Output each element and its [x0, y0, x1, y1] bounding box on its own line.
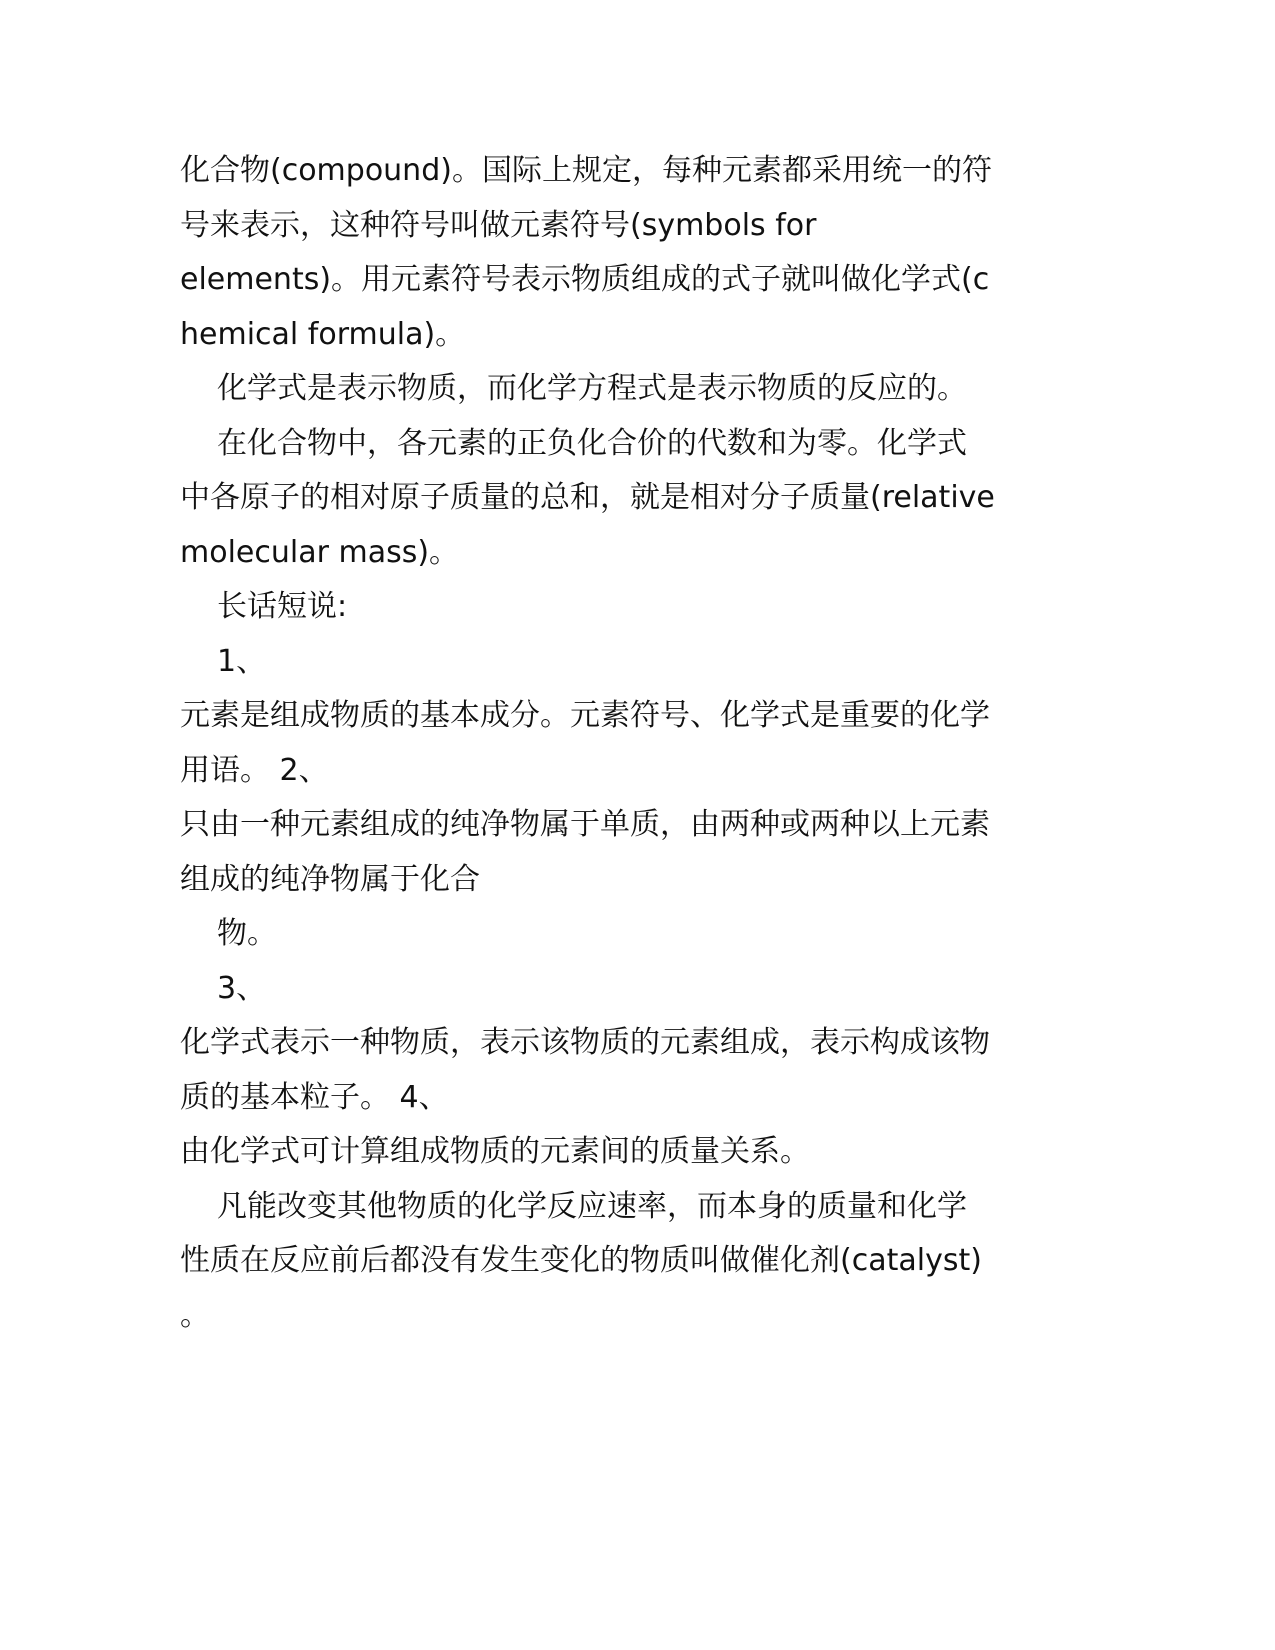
text-line: 在化合物中，各元素的正负化合价的代数和为零。化学式	[217, 425, 967, 461]
text-line: 质的基本粒子。 4、	[180, 1079, 449, 1115]
text-line: 物。	[217, 916, 277, 951]
text-line: 只由一种元素组成的纯净物属于单质，由两种或两种以上元素	[180, 807, 990, 842]
text-line: 凡能改变其他物质的化学反应速率，而本身的质量和化学	[217, 1188, 967, 1224]
list-number: 1、	[217, 643, 267, 679]
text-line: 化合物(compound)。国际上规定，每种元素都采用统一的符	[180, 153, 992, 188]
document-body	[180, 144, 1040, 1343]
text-line: hemical formula)。	[180, 316, 466, 352]
text-line: 元素是组成物质的基本成分。元素符号、化学式是重要的化学	[180, 698, 990, 733]
text-line: 中各原子的相对原子质量的总和，就是相对分子质量(relative	[180, 480, 995, 515]
text-line: 组成的纯净物属于化合	[180, 861, 480, 897]
text-line: 。	[180, 1297, 210, 1333]
text-line: molecular mass)。	[180, 534, 460, 570]
text-line: 用语。 2、	[180, 752, 329, 788]
list-number: 3、	[217, 970, 267, 1006]
text-line: elements)。用元素符号表示物质组成的式子就叫做化学式(c	[180, 262, 990, 297]
text-line: 由化学式可计算组成物质的元素间的质量关系。	[180, 1134, 810, 1169]
text-line: 化学式表示一种物质，表示该物质的元素组成，表示构成该物	[180, 1025, 990, 1060]
text-line: 化学式是表示物质，而化学方程式是表示物质的反应的。	[217, 371, 967, 406]
text-line: 号来表示，这种符号叫做元素符号(symbols for	[180, 207, 817, 243]
text-line: 性质在反应前后都没有发生变化的物质叫做催化剂(catalyst)	[180, 1243, 982, 1278]
text-line: 长话短说:	[217, 589, 348, 624]
